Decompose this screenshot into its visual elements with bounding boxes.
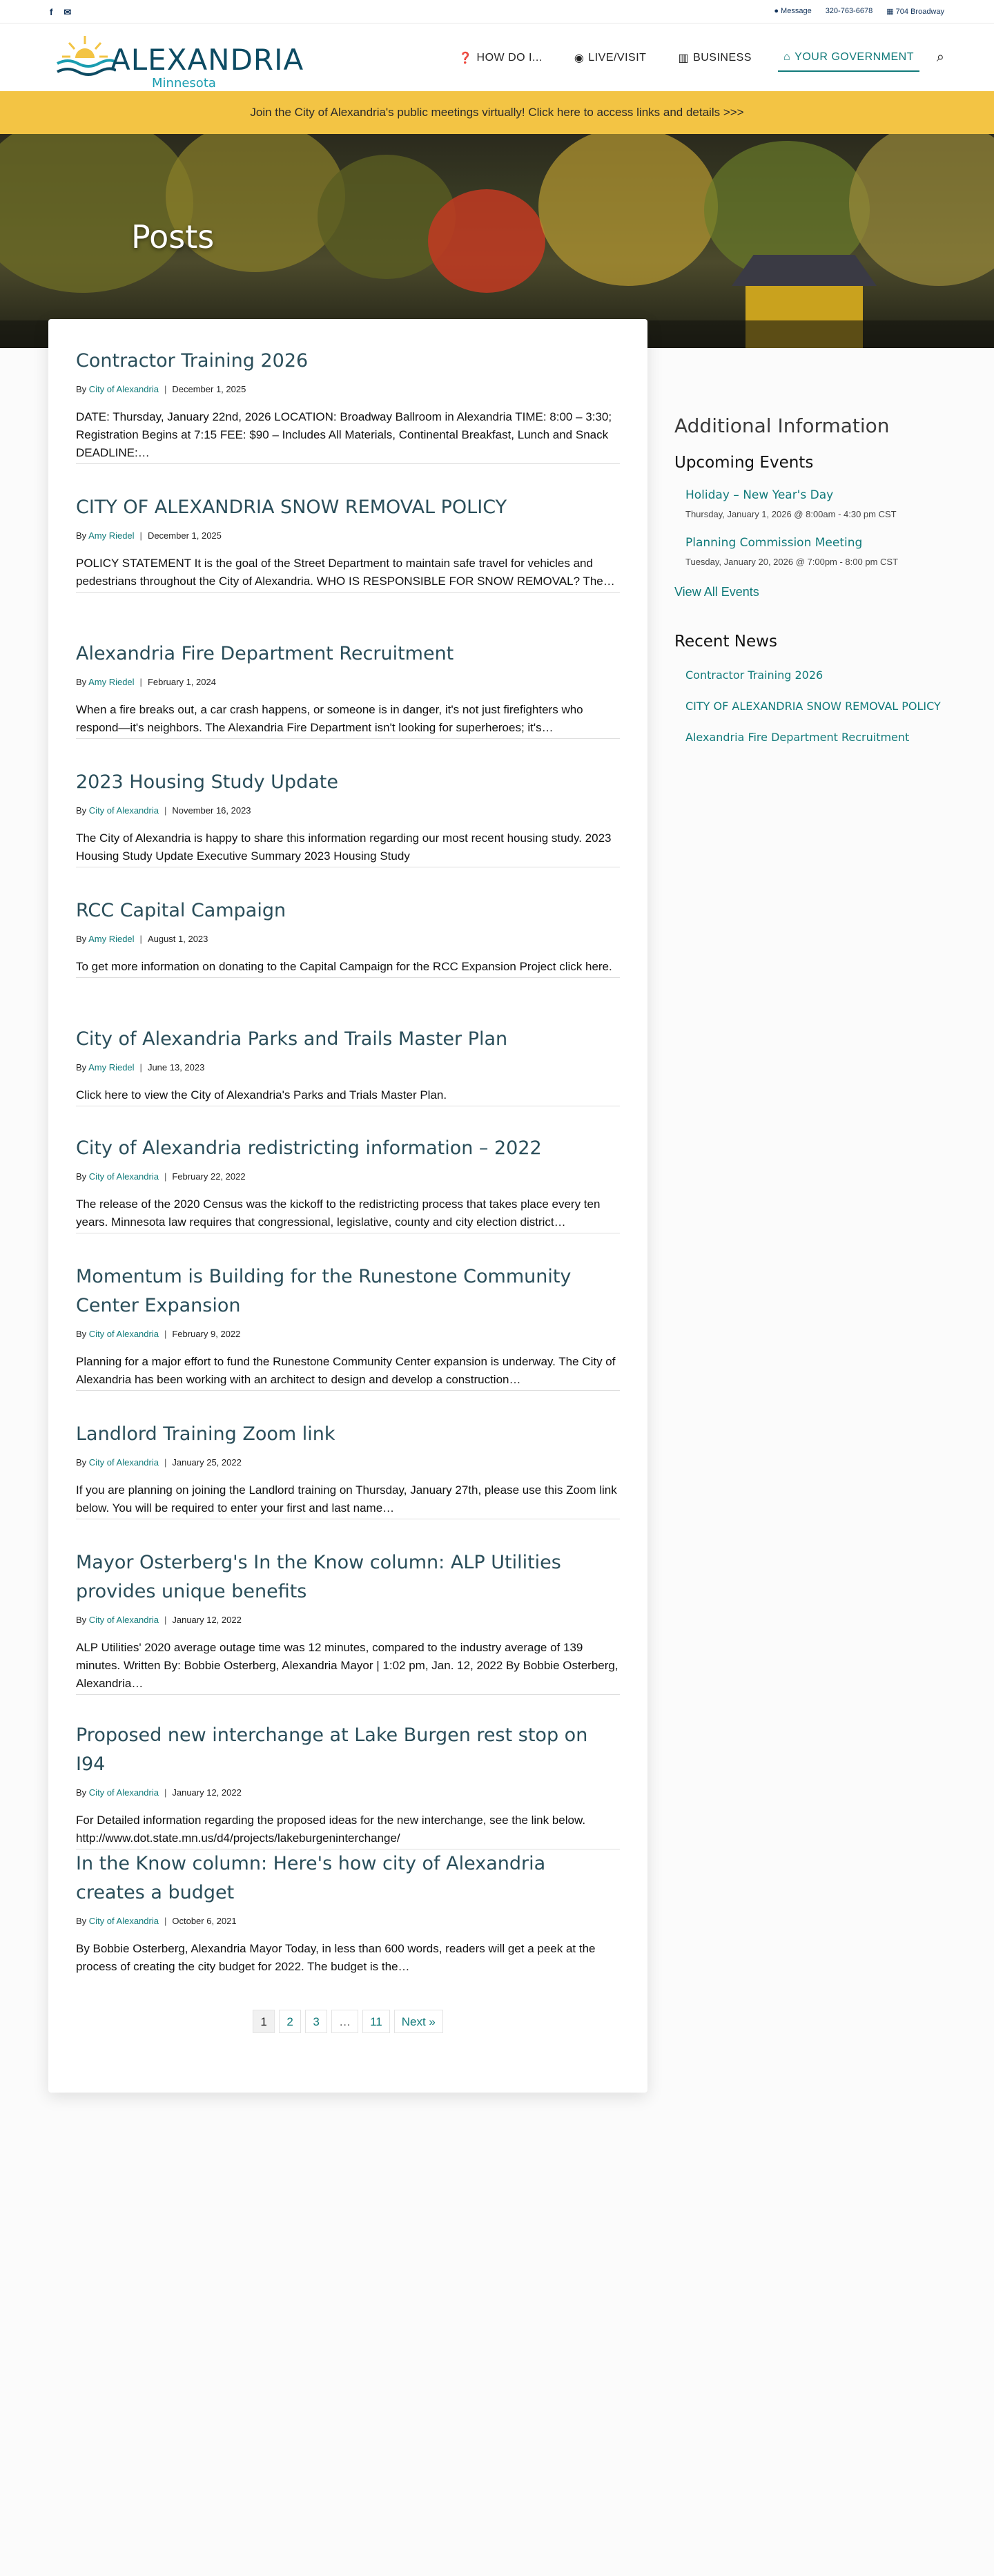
post-author[interactable]: Amy Riedel [88,1062,135,1073]
by-label: By [76,1787,87,1798]
post-date: January 12, 2022 [172,1615,242,1625]
post-excerpt: To get more information on donating to the Capital Campaign for the RCC Expansion Project click here. [76,958,620,978]
post-author[interactable]: City of Alexandria [88,1916,159,1926]
sidebar [674,414,944,744]
post-date: October 6, 2021 [172,1916,237,1926]
message-label: Message [781,7,812,15]
post-title[interactable]: 2023 Housing Study Update [76,771,338,793]
address-link[interactable] [886,7,944,16]
post-date: December 1, 2025 [172,384,246,394]
post-item [76,768,620,867]
by-label: By [76,1457,87,1468]
nav-label: HOW DO I... [476,52,543,64]
post-excerpt: ALP Utilities' 2020 average outage time was 12 minutes, compared to the industry average of 139 minutes. Written By: Bobbie Osterberg, Alexandria Mayor | 1:02 pm, Jan. 12, 2022 By Bobbie Osterberg, Alexandria… [76,1639,620,1695]
event-item [685,488,944,519]
hero-image [0,134,994,348]
post-date: June 13, 2023 [147,1062,205,1073]
by-label: By [76,1615,87,1625]
post-title[interactable]: RCC Capital Campaign [76,900,286,921]
post-excerpt: For Detailed information regarding the proposed ideas for the new interchange, see the link below. http://www.dot.state.mn.us/d4/projects/lakeburgeninterchange/ [76,1811,620,1849]
event-date: Tuesday, January 20, 2026 @ 7:00pm - 8:00 pm CST [685,557,899,567]
meetings-banner[interactable]: Join the City of Alexandria's public meetings virtually! Click here to access links and details >>> [0,91,994,134]
logo-name: ALEXANDRIA [110,43,304,77]
post-title[interactable]: City of Alexandria Parks and Trails Master Plan [76,1028,508,1050]
post-excerpt: The City of Alexandria is happy to share this information regarding our most recent housing study. 2023 Housing Study Update Executive Summary 2023 Housing Study [76,829,620,867]
post-item [76,1849,620,1977]
facebook-icon[interactable]: f [50,7,53,17]
post-excerpt: Click here to view the City of Alexandria's Parks and Trials Master Plan. [76,1086,620,1106]
page-2-button[interactable]: 2 [279,2010,301,2033]
post-item [76,1721,620,1849]
post-item [76,1548,620,1695]
news-item[interactable]: Contractor Training 2026 [685,669,824,682]
logo-state: Minnesota [152,76,216,90]
post-meta: By Amy Riedel | December 1, 2025 [76,530,222,541]
post-author[interactable]: City of Alexandria [88,1615,159,1625]
post-author[interactable]: Amy Riedel [88,677,135,687]
post-author[interactable]: City of Alexandria [88,1787,159,1798]
upcoming-events-heading: Upcoming Events [674,454,814,472]
main-nav [453,44,919,72]
event-item [685,536,944,567]
post-author[interactable]: City of Alexandria [88,805,159,816]
post-item [76,347,620,464]
post-date: August 1, 2023 [147,934,208,944]
question-icon: ❓ [458,52,473,64]
post-meta: By City of Alexandria | February 9, 2022 [76,1329,241,1339]
nav-label: BUSINESS [693,52,752,64]
by-label: By [76,1062,87,1073]
post-meta: By Amy Riedel | February 1, 2024 [76,677,216,687]
compass-icon: ◉ [574,52,585,64]
posts-card [48,319,647,2093]
post-excerpt: DATE: Thursday, January 22nd, 2026 LOCATION: Broadway Ballroom in Alexandria TIME: 8:00 – 3:30; Registration Begins at 7:15 FEE: $90 – Includes All Materials, Continental Breakfast, Lunch and Snack DEADLINE:… [76,408,620,464]
phone-link[interactable]: 320-763-6678 [825,7,873,15]
post-title[interactable]: Mayor Osterberg's In the Know column: ALP Utilities provides unique benefits [76,1552,561,1602]
post-excerpt: If you are planning on joining the Landlord training on Thursday, January 27th, please use this Zoom link below. You will be required to enter your first and last name… [76,1481,620,1519]
post-item [76,896,620,978]
social-links [50,7,71,18]
by-label: By [76,384,87,394]
news-item[interactable]: Alexandria Fire Department Recruitment [685,731,910,744]
sidebar-heading: Additional Information [674,414,890,437]
post-excerpt: POLICY STATEMENT It is the goal of the Street Department to maintain safe travel for vehicles and pedestrians throughout the City of Alexandria. WHO IS RESPONSIBLE FOR SNOW REMOVAL? The… [76,555,620,593]
nav-how-do-i[interactable] [453,44,548,72]
post-date: February 9, 2022 [172,1329,241,1339]
post-excerpt: When a fire breaks out, a car crash happens, or someone is in danger, it's not just firefighters who respond—it's neighbors. The Alexandria Fire Department isn't looking for superheroes; it's… [76,701,620,739]
search-icon[interactable]: ⌕ [936,50,944,65]
post-item [76,1262,620,1391]
by-label: By [76,677,87,687]
post-author[interactable]: City of Alexandria [88,1171,159,1182]
post-title[interactable]: CITY OF ALEXANDRIA SNOW REMOVAL POLICY [76,497,507,518]
post-item [76,1420,620,1519]
page-ellipsis: … [331,2010,358,2033]
nav-live-visit[interactable] [569,44,652,72]
post-item [76,1134,620,1233]
post-item [76,640,620,739]
post-date: January 12, 2022 [172,1787,242,1798]
institution-icon: ⌂ [783,51,791,63]
event-date: Thursday, January 1, 2026 @ 8:00am - 4:30 pm CST [685,509,897,519]
event-title[interactable]: Planning Commission Meeting [685,536,863,550]
post-meta: By City of Alexandria | November 16, 2023 [76,805,251,816]
contact-links [774,7,944,16]
post-date: February 22, 2022 [172,1171,246,1182]
next-page-button[interactable]: Next » [394,2010,443,2033]
post-meta: By City of Alexandria | January 12, 2022 [76,1787,242,1798]
post-title[interactable]: Momentum is Building for the Runestone Community Center Expansion [76,1266,572,1316]
sun-waves-icon [54,30,116,86]
recent-news-heading: Recent News [674,633,777,651]
post-title[interactable]: Landlord Training Zoom link [76,1423,335,1445]
post-item [76,493,620,593]
map-icon: ▦ [886,8,894,16]
top-bar [0,0,994,23]
event-title[interactable]: Holiday – New Year's Day [685,488,834,502]
post-date: January 25, 2022 [172,1457,242,1468]
by-label: By [76,1171,87,1182]
post-item [76,1025,620,1106]
post-meta: By Amy Riedel | June 13, 2023 [76,1062,205,1073]
post-date: February 1, 2024 [147,677,216,687]
site-header [0,23,994,91]
post-title[interactable]: In the Know column: Here's how city of Alexandria creates a budget [76,1853,546,1903]
post-title[interactable]: Proposed new interchange at Lake Burgen rest stop on I94 [76,1724,588,1775]
post-meta: By Amy Riedel | August 1, 2023 [76,934,208,944]
post-title[interactable]: City of Alexandria redistricting information – 2022 [76,1137,542,1159]
post-title[interactable]: Contractor Training 2026 [76,350,309,372]
message-link[interactable] [774,7,811,16]
post-meta: By City of Alexandria | October 6, 2021 [76,1916,237,1926]
building-icon: ▥ [678,52,690,64]
nav-label: YOUR GOVERNMENT [795,51,914,63]
page-1-button[interactable]: 1 [253,2010,275,2033]
nav-business[interactable] [672,44,757,72]
post-excerpt: Planning for a major effort to fund the Runestone Community Center expansion is underway. The City of Alexandria has been working with an architect to design and develop a construction… [76,1353,620,1391]
by-label: By [76,805,87,816]
page-title: Posts [131,218,215,256]
nav-label: LIVE/VISIT [588,52,647,64]
pagination [48,2010,647,2033]
address-label: 704 Broadway [895,8,944,16]
post-meta: By City of Alexandria | January 12, 2022 [76,1615,242,1625]
by-label: By [76,934,87,944]
page-11-button[interactable]: 11 [362,2010,390,2033]
post-author[interactable]: City of Alexandria [88,1329,159,1339]
by-label: By [76,1916,87,1926]
post-meta: By City of Alexandria | January 25, 2022 [76,1457,242,1468]
post-author[interactable]: Amy Riedel [88,530,135,541]
post-date: November 16, 2023 [172,805,251,816]
nav-your-government[interactable] [778,44,919,72]
news-item[interactable]: CITY OF ALEXANDRIA SNOW REMOVAL POLICY [685,700,941,713]
post-meta: By City of Alexandria | February 22, 2022 [76,1171,246,1182]
post-author[interactable]: City of Alexandria [88,384,159,394]
post-author[interactable]: Amy Riedel [88,934,135,944]
email-icon[interactable]: ✉ [64,7,72,17]
post-title[interactable]: Alexandria Fire Department Recruitment [76,643,454,664]
chat-icon: ● [774,7,779,15]
by-label: By [76,530,87,541]
post-meta: By City of Alexandria | December 1, 2025 [76,384,246,394]
post-excerpt: By Bobbie Osterberg, Alexandria Mayor Today, in less than 600 words, readers will get a peek at the process of creating the city budget for 2022. The budget is the… [76,1942,596,1973]
page-3-button[interactable]: 3 [305,2010,327,2033]
site-logo[interactable] [54,28,304,90]
post-excerpt: The release of the 2020 Census was the kickoff to the redistricting process that takes place every ten years. Minnesota law requires that congressional, legislative, county and city election district… [76,1195,620,1233]
post-author[interactable]: City of Alexandria [88,1457,159,1468]
by-label: By [76,1329,87,1339]
view-all-events-link[interactable]: View All Events [674,585,759,599]
post-date: December 1, 2025 [147,530,222,541]
